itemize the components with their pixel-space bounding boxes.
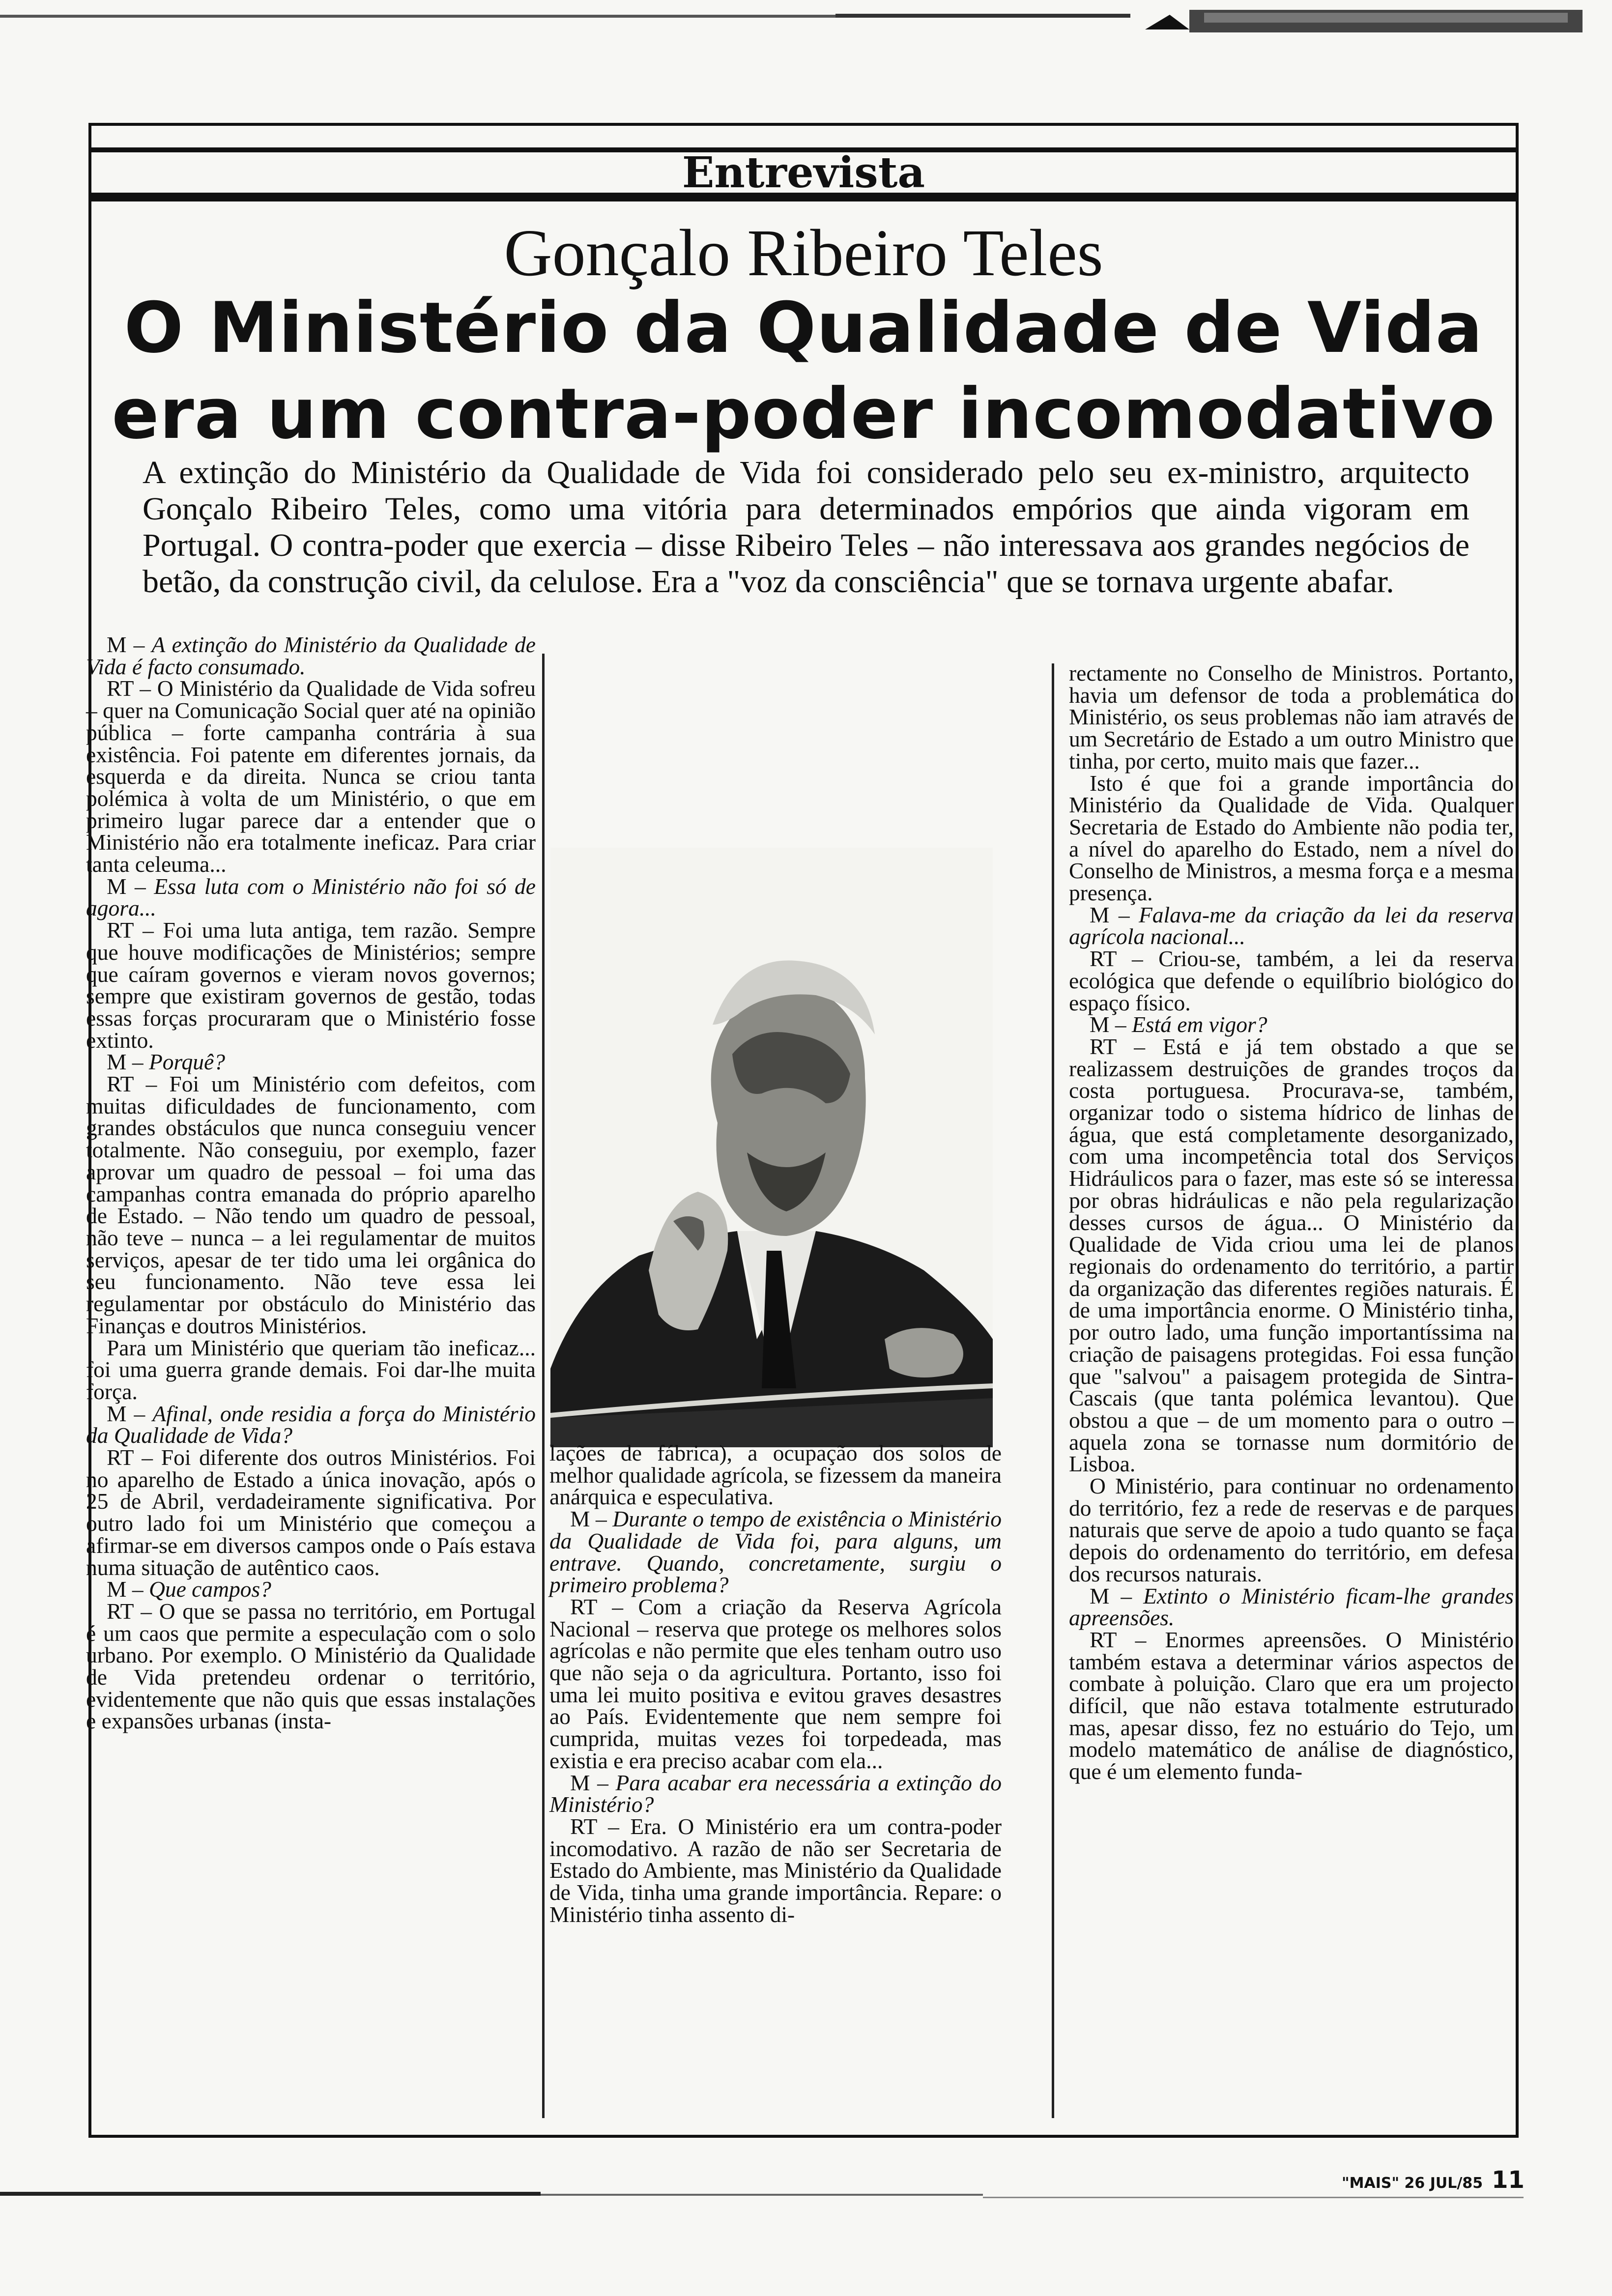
paragraph (1069, 1629, 1514, 1783)
paragraph-text: Foi diferente dos outros Ministérios. Foi no aparelho de Estado a única inovação, após o 25 de Abril, verdadeiramente significativa. Por outro lado foi um Ministério que começou a afirmar-se em diversos campos onde o País estava numa situação de autêntico caos. (86, 1445, 536, 1580)
headline-line: era um contra-poder incomodativo (112, 373, 1496, 455)
paragraph-text: rectamente no Conselho de Ministros. Portanto, havia um defensor de toda a problemática do Ministério, os seus problemas não iam através de um Secretário de Estado a um outro Ministro que tinha, por certo, muito mais que fazer... (1069, 660, 1514, 774)
paragraph-text: RT – (107, 1598, 159, 1624)
paragraph-text: RT – (107, 918, 163, 943)
paragraph (1069, 662, 1514, 773)
portrait-photo (550, 848, 993, 1447)
speaker-label: M – (1090, 1012, 1132, 1037)
paragraph (86, 678, 536, 875)
headline (98, 285, 1509, 457)
paragraph-text: RT – (1090, 946, 1159, 972)
paragraph-text: Extinto o Ministério ficam-lhe grandes apreensões. (1069, 1583, 1514, 1631)
speaker-label: M – (1090, 1583, 1144, 1608)
paragraph (1069, 948, 1514, 1014)
paragraph-text: O Ministério da Qualidade de Vida sofreu – quer na Comunicação Social quer até na opinião pública – forte campanha contrária à sua existência. Foi patente em diferentes jornais, da esquerda e da direita. Nunca se criou tanta polémica à volta de um Ministério, o que em primeiro lugar parece dar a entender que o Ministério não era totalmente ineficaz. Para criar tanta celeuma... (86, 676, 536, 877)
paragraph (86, 1578, 536, 1601)
speaker-label: M – (570, 1770, 616, 1795)
paragraph (549, 1596, 1002, 1772)
paragraph (1069, 1585, 1514, 1629)
paragraph-text: Durante o tempo de existência o Ministério da Qualidade de Vida foi, para alguns, um entrave. Quando, concretamente, surgiu o primeiro problema? (549, 1506, 1002, 1598)
paragraph-text: A extinção do Ministério da Qualidade de Vida é facto consumado. (86, 632, 536, 679)
paragraph-text: RT – (107, 1071, 170, 1097)
article-column-2 (549, 1442, 1002, 1925)
paragraph (1069, 1475, 1514, 1585)
paragraph-text: Com a criação da Reserva Agrícola Nacional – reserva que protege os melhores solos agrícolas e não permite que eles tenham outro uso que não seja o da agricultura. Portanto, isso foi uma lei muito positiva e evitou graves desastres ao País. Evidentemente que nem sempre foi cumprida, muitas vezes foi torpedeada, mas existia e era preciso acabar com ela... (549, 1594, 1002, 1773)
speaker-label: M – (1090, 902, 1139, 927)
scan-edge-top (0, 10, 1612, 34)
headline-line: O Ministério da Qualidade de Vida (124, 287, 1483, 369)
paragraph (1069, 1033, 1514, 1477)
paragraph-text: O Ministério, para continuar no ordenamento do território, fez a rede de reservas e de parques naturais que serve de apoio a tudo quanto se faça depois do ordenamento do território, em defesa dos recursos naturais. (1069, 1473, 1514, 1586)
paragraph-text: Está em vigor? (1131, 1012, 1267, 1037)
paragraph (86, 1598, 536, 1734)
paragraph (86, 1447, 536, 1578)
lead-paragraph: A extinção do Ministério da Qualidade de Vida foi considerado pelo seu ex-ministro, arquitecto Gonçalo Ribeiro Teles, como uma vitória para determinados empórios que ainda vigoram em Portugal. O contra-poder que exercia – disse Ribeiro Teles – não interessava aos grandes negócios de betão, da construção civil, da celulose. Era a "voz da consciência" que se tornava urgente abafar. (143, 455, 1469, 600)
paragraph-text: RT – (1090, 1033, 1163, 1059)
paragraph-text: O que se passa no território, em Portugal é um caos que permite a especulação com o solo urbano. Por exemplo. O Ministério da Qualidade de Vida pretendeu ordenar o território, evidentemente que não quis que essas instalações e expansões urbanas (insta- (86, 1598, 536, 1734)
paragraph (86, 1403, 536, 1447)
paragraph-text: Criou-se, também, a lei da reserva ecológica que defende o equilíbrio biológico do espaço físico. (1069, 946, 1514, 1015)
paragraph-text: RT – (570, 1813, 631, 1839)
paragraph (549, 1442, 1002, 1508)
paragraph (86, 1051, 536, 1073)
paragraph-text: RT – (570, 1594, 638, 1619)
interviewee-name: Gonçalo Ribeiro Teles (504, 216, 1103, 290)
paragraph-text: Falava-me da criação da lei da reserva agrícola nacional... (1069, 902, 1514, 949)
speaker-label: M – (570, 1506, 613, 1532)
paragraph (549, 1772, 1002, 1816)
paragraph-text: lações de fábrica), a ocupação dos solos de melhor qualidade agrícola, se fizessem da maneira anárquica e especulativa. (549, 1440, 1002, 1510)
speaker-label: M – (107, 1401, 153, 1426)
paragraph-text: RT – (1090, 1627, 1165, 1652)
paragraph-text: Está e já tem obstado a que se realizassem destruições de grandes troços da costa portuguesa. Procurava-se, também, organizar todo o sistema hídrico de linhas de água, que está completamente desorganizado, com uma incompetência total dos Serviços Hidráulicos para o fazer, mas este só se interessa por obras hidráulicas e não pela regularização desses cursos de água... O Ministério da Qualidade de Vida criou uma lei de planos regionais do ordenamento do território, a partir da organização das diferentes regiões naturais. É de uma importância enorme. O Ministério tinha, por outro lado, uma função importantíssima na criação de paisagens protegidas. Foi essa função que "salvou" a paisagem protegida de Sintra-Cascais (que tanta polémica levantou). Que obstou a que – de um momento para o outro – aquela zona se tornasse num dormitório de Lisboa. (1069, 1033, 1514, 1477)
paragraph-text: Enormes apreensões. O Ministério também estava a determinar vários aspectos de combate à poluição. Claro que era um projecto difícil, que não estava totalmente estruturado mas, apesar disso, fez no estuário do Tejo, um modelo matemático de análise de diagnóstico, que é um elemento funda- (1069, 1627, 1514, 1784)
paragraph-text: Era. O Ministério era um contra-poder incomodativo. A razão de não ser Secretaria de Estado do Ambiente, mas Ministério da Qualidade de Vida, tinha uma grande importância. Repare: o Ministério tinha assento di- (549, 1813, 1002, 1927)
paragraph-text: Essa luta com o Ministério não foi só de agora... (86, 873, 536, 921)
paragraph-text: RT – (107, 676, 157, 701)
paragraph (549, 1813, 1002, 1927)
paragraph-text: Isto é que foi a grande importância do Ministério da Qualidade de Vida. Qualquer Secretaria de Estado do Ambiente não podia ter, a nível do aparelho do Estado, nem a nível do Conselho de Ministros, a mesma força e a mesma presença. (1069, 770, 1514, 906)
scan-edge-bottom (0, 2182, 1612, 2216)
paragraph (1069, 770, 1514, 906)
publication-date: "MAIS" 26 JUL/85 (1342, 2175, 1483, 2192)
article-column-1 (86, 634, 536, 1732)
speaker-label: M – (107, 873, 154, 899)
article-column-3 (1069, 662, 1514, 1783)
paragraph-text: Porquê? (148, 1049, 225, 1075)
page-number: 11 (1492, 2166, 1525, 2194)
paragraph (86, 1337, 536, 1403)
column-divider (1052, 663, 1054, 2118)
speaker-label: M – (107, 1577, 149, 1602)
paragraph-text: RT – (107, 1445, 161, 1470)
paragraph-text: Foi uma luta antiga, tem razão. Sempre que houve modificações de Ministérios; sempre que caíram governos e vieram novos governos; sempre que existiram governos de gestão, todas essas forças procuraram que o Ministério fosse extinto. (86, 918, 536, 1053)
paragraph (549, 1508, 1002, 1596)
speaker-label: M – (107, 632, 152, 657)
paragraph-text: Para um Ministério que queriam tão ineficaz... foi uma guerra grande demais. Foi dar-lhe muita força. (86, 1335, 536, 1404)
paragraph (86, 873, 536, 921)
paragraph (86, 1073, 536, 1337)
paragraph-text: Afinal, onde residia a força do Ministério da Qualidade de Vida? (86, 1401, 536, 1448)
paragraph (1069, 904, 1514, 948)
section-label: Entrevista (91, 147, 1516, 201)
paragraph-text: Que campos? (148, 1577, 271, 1602)
paragraph (86, 634, 536, 678)
paragraph (1069, 1014, 1514, 1036)
speaker-label: M – (107, 1049, 149, 1075)
paragraph-text: Para acabar era necessária a extinção do Ministério? (549, 1770, 1002, 1817)
paragraph (86, 919, 536, 1051)
column-divider (542, 654, 545, 2118)
paragraph-text: Foi um Ministério com defeitos, com muitas dificuldades de funcionamento, com grandes obstáculos que nunca conseguiu vencer totalmente. Não conseguiu, por exemplo, fazer aprovar um quadro de pessoal – foi uma das campanhas contra emanada do próprio aparelho de Estado. – Não tendo um quadro de pessoal, não teve – nunca – a lei regulamentar de muitos serviços, apesar de ter tido uma lei orgânica do seu funcionamento. Não teve essa lei regulamentar por obstáculo do Ministério das Finanças e doutros Ministérios. (86, 1071, 536, 1338)
